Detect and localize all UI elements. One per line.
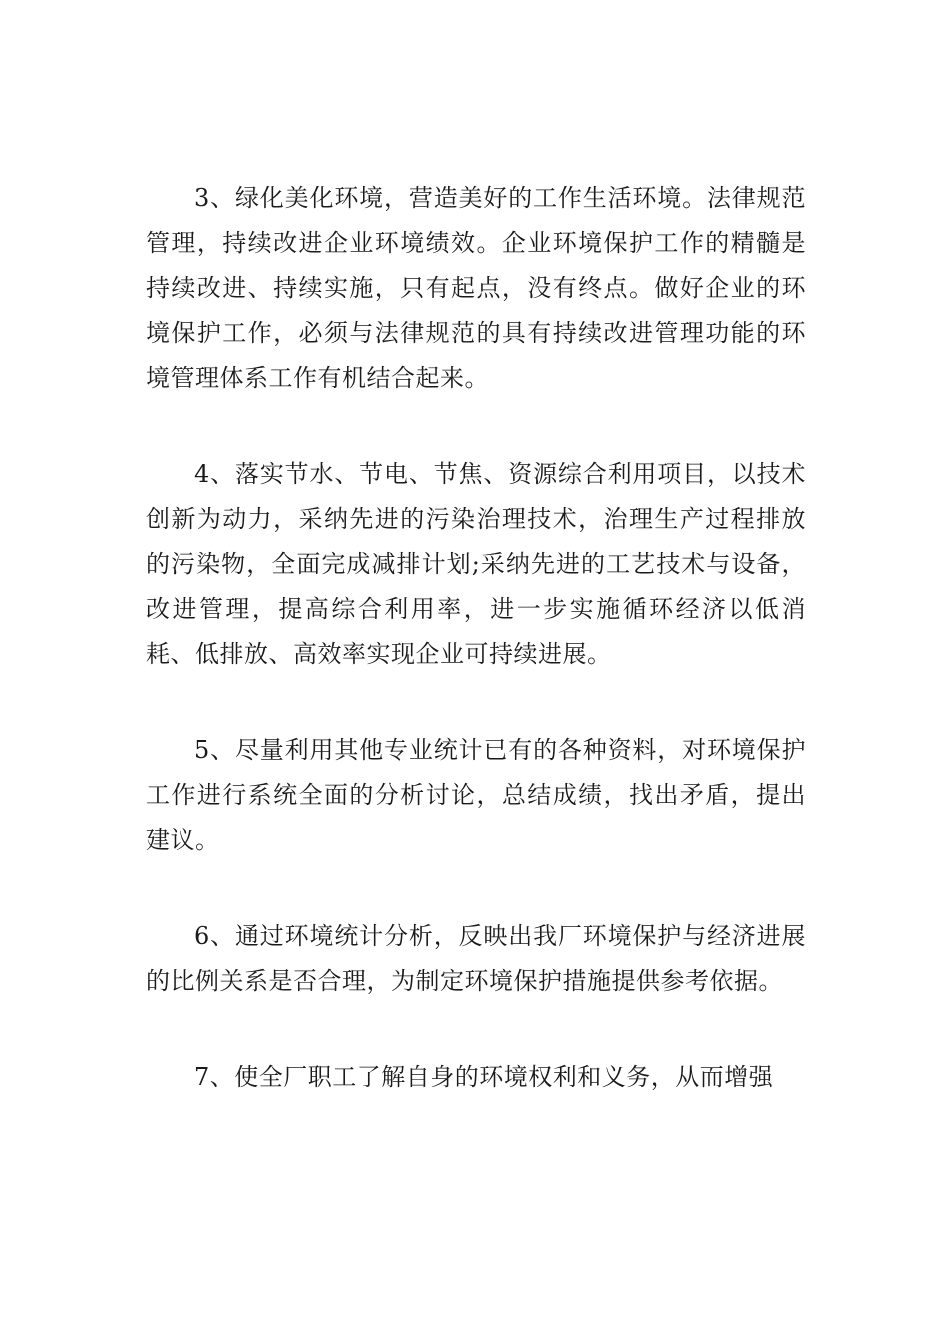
document-body: [146, 176, 806, 1100]
paragraph-5: 5、尽量利用其他专业统计已有的各种资料，对环境保护工作进行系统全面的分析讨论，总结成绩，找出矛盾，提出建议。: [146, 736, 806, 854]
paragraph-7: 7、使全厂职工了解自身的环境权利和义务，从而增强: [194, 1063, 774, 1091]
paragraph-6: 6、通过环境统计分析，反映出我厂环境保护与经济进展的比例关系是否合理，为制定环境保护措施提供参考依据。: [146, 922, 806, 995]
paragraph-3: 3、绿化美化环境，营造美好的工作生活环境。法律规范管理，持续改进企业环境绩效。企业环境保护工作的精髓是持续改进、持续实施，只有起点，没有终点。做好企业的环境保护工作，必须与法律规范的具有持续改进管理功能的环境管理体系工作有机结合起来。: [146, 184, 806, 392]
paragraph-4: 4、落实节水、节电、节焦、资源综合利用项目，以技术创新为动力，采纳先进的污染治理技术，治理生产过程排放的污染物，全面完成减排计划;采纳先进的工艺技术与设备，改进管理，提高综合利用率，进一步实施循环经济以低消耗、低排放、高效率实现企业可持续进展。: [146, 460, 806, 668]
